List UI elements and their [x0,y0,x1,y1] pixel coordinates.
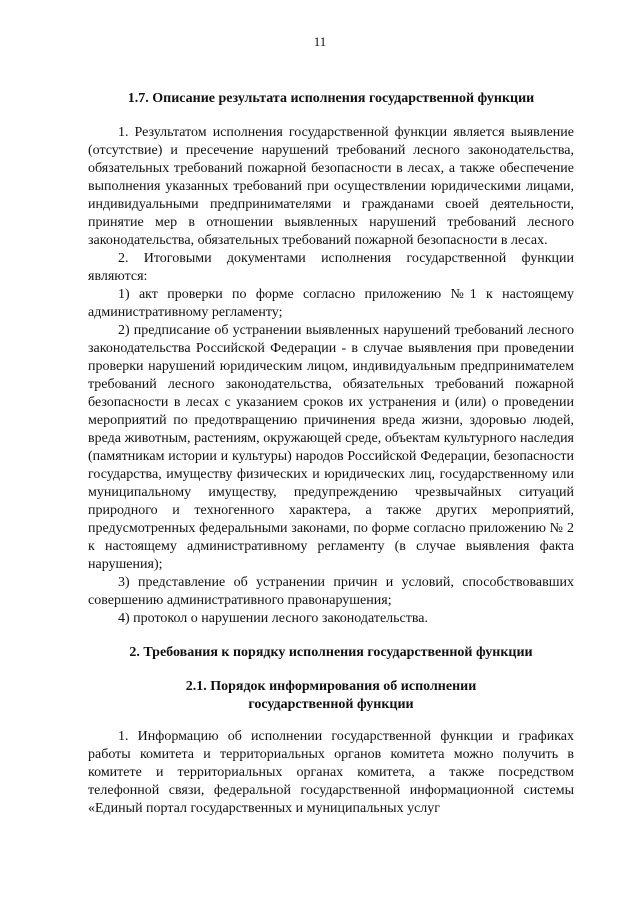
section-2-1-heading-line-2: государственной функции [248,697,414,712]
document-content [88,90,574,818]
section-2-heading: 2. Требования к порядку исполнения государственной функции [129,645,533,660]
page-number: 11 [313,34,327,49]
list-item-inspection-act: 1) акт проверки по форме согласно приложению №1 к настоящему административному регламенту; [88,287,574,320]
paragraph-final-documents: 2. Итоговыми документами исполнения государственной функции являются: [88,251,574,284]
paragraph-information-sources: 1. Информацию об исполнении государственной функции и графиках работы комитета и территориальных органов комитета можно получить в комитете и территориальных органах комитета, а также посредством телефонной связи, федеральной государственной информационной системы «Единый портал государственных и муниципальных услуг [88,729,574,816]
list-item-order-to-eliminate: 2) предписание об устранении выявленных нарушений требований лесного законодательства Российской Федерации - в случае выявления при проведении проверки нарушений юридическим лицом, индивидуальным предпринимателем требований лесного законодательства, обязательных требований пожарной безопасности в лесах с указанием сроков их устранения и (или) о проведении мероприятий по предотвращению причинения вреда жизни, здоровью людей, вреда животным, растениям, окружающей среде, объектам культурного наследия (памятникам истории и культуры) народов Российской Федерации, безопасности государства, имуществу физических и юридических лиц, государственному или муниципальному имуществу, предупреждению чрезвычайных ситуаций природного и техногенного характера, а также других мероприятий, предусмотренных федеральными законами, по форме согласно приложению № 2 к настоящему административному регламенту (в случае выявления факта нарушения); [88,323,574,572]
section-1-7-heading: 1.7. Описание результата исполнения государственной функции [127,91,535,106]
list-item-submission: 3) представление об устранении причин и условий, способствовавших совершению административного правонарушения; [88,575,574,608]
paragraph-result-description: 1. Результатом исполнения государственной функции является выявление (отсутствие) и пресечение нарушений требований лесного законодательства, обязательных требований пожарной безопасности в лесах, а также обеспечение выполнения указанных требований при осуществлении юридическими лицами, индивидуальными предпринимателями и гражданами своей деятельности, принятие мер в отношении выявленных нарушений требований лесного законодательства, обязательных требований пожарной безопасности в лесах. [88,125,574,248]
list-item-protocol: 4) протокол о нарушении лесного законодательства. [118,611,429,626]
section-2-1-heading-line-1: 2.1. Порядок информирования об исполнении [185,679,477,694]
